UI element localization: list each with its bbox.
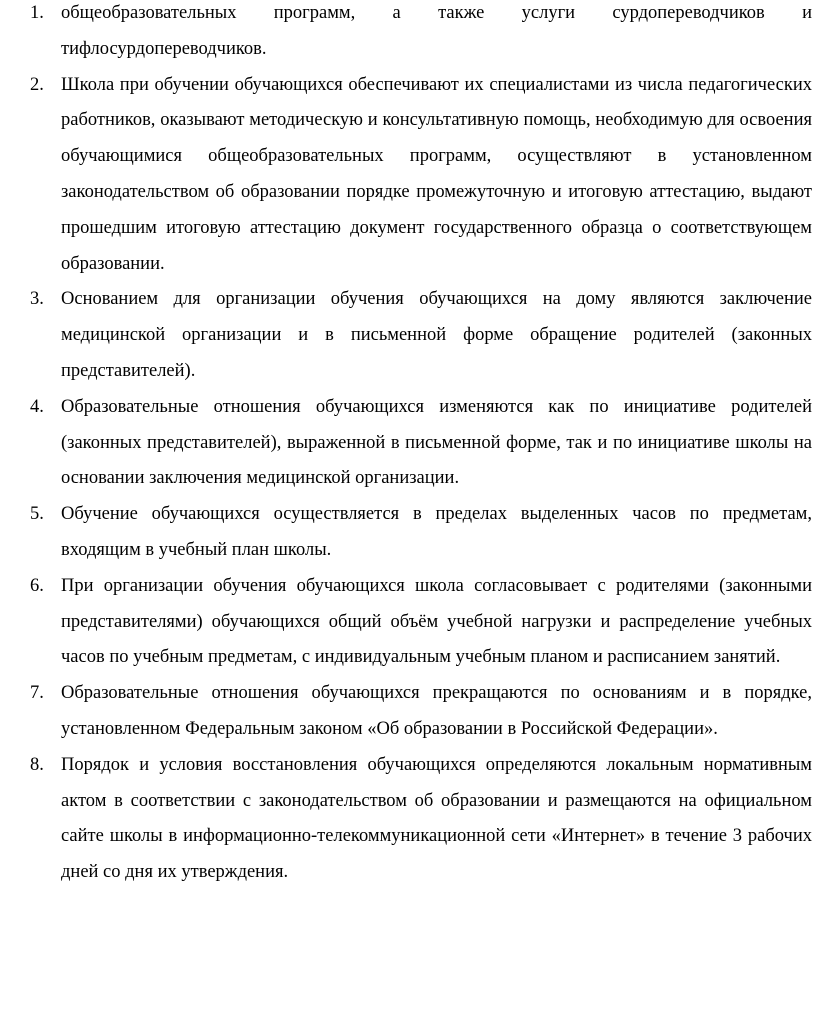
list-item-6	[30, 569, 812, 676]
item-text: Школа при обучении обучающихся обеспечивают их специалистами из числа педагогических работников, оказывают методическую и консультативную помощь, необходимую для освоения обучающимися общеобразовательных программ, осуществляют в установленном законодательством об образовании порядке промежуточную и итоговую аттестацию, выдают прошедшим итоговую аттестацию документ государственного образца о соответствующем образовании.	[61, 74, 812, 274]
list-item-5	[30, 497, 812, 569]
item-number: 4.	[30, 396, 44, 417]
item-number: 6.	[30, 575, 44, 596]
item-text: общеобразовательных программ, а также услуги сурдопереводчиков и тифлосурдопереводчиков.	[61, 3, 812, 59]
list-item-7	[30, 676, 812, 748]
item-number: 5.	[30, 504, 44, 525]
list-item-4	[30, 390, 812, 497]
list-item-2	[30, 68, 812, 283]
list-item-1	[30, 0, 812, 68]
item-text: Обучение обучающихся осуществляется в пределах выделенных часов по предметам, входящим в учебный план школы.	[61, 504, 812, 560]
item-text: При организации обучения обучающихся школа согласовывает с родителями (законными представителями) обучающихся общий объём учебной нагрузки и распределение учебных часов по учебным предметам, с индивидуальным учебным планом и расписанием занятий.	[61, 575, 812, 668]
item-number: 7.	[30, 683, 44, 704]
item-number: 1.	[30, 3, 44, 23]
numbered-list	[30, 0, 812, 891]
list-item-8	[30, 748, 812, 891]
item-text: Порядок и условия восстановления обучающихся определяются локальным нормативным актом в соответствии с законодательством об образовании и размещаются на официальном сайте школы в информационно-телекоммуникационной сети «Интернет» в течение 3 рабочих дней со дня их утверждения.	[61, 754, 812, 883]
item-text: Образовательные отношения обучающихся прекращаются по основаниям и в порядке, установленном Федеральным законом «Об образовании в Российской Федерации».	[61, 683, 812, 739]
item-number: 2.	[30, 74, 44, 95]
item-text: Образовательные отношения обучающихся изменяются как по инициативе родителей (законных представителей), выраженной в письменной форме, так и по инициативе школы на основании заключения медицинской организации.	[61, 396, 812, 489]
item-number: 3.	[30, 289, 44, 310]
item-number: 8.	[30, 754, 44, 775]
item-text: Основанием для организации обучения обучающихся на дому являются заключение медицинской организации и в письменной форме обращение родителей (законных представителей).	[61, 289, 812, 381]
list-item-3	[30, 282, 812, 389]
